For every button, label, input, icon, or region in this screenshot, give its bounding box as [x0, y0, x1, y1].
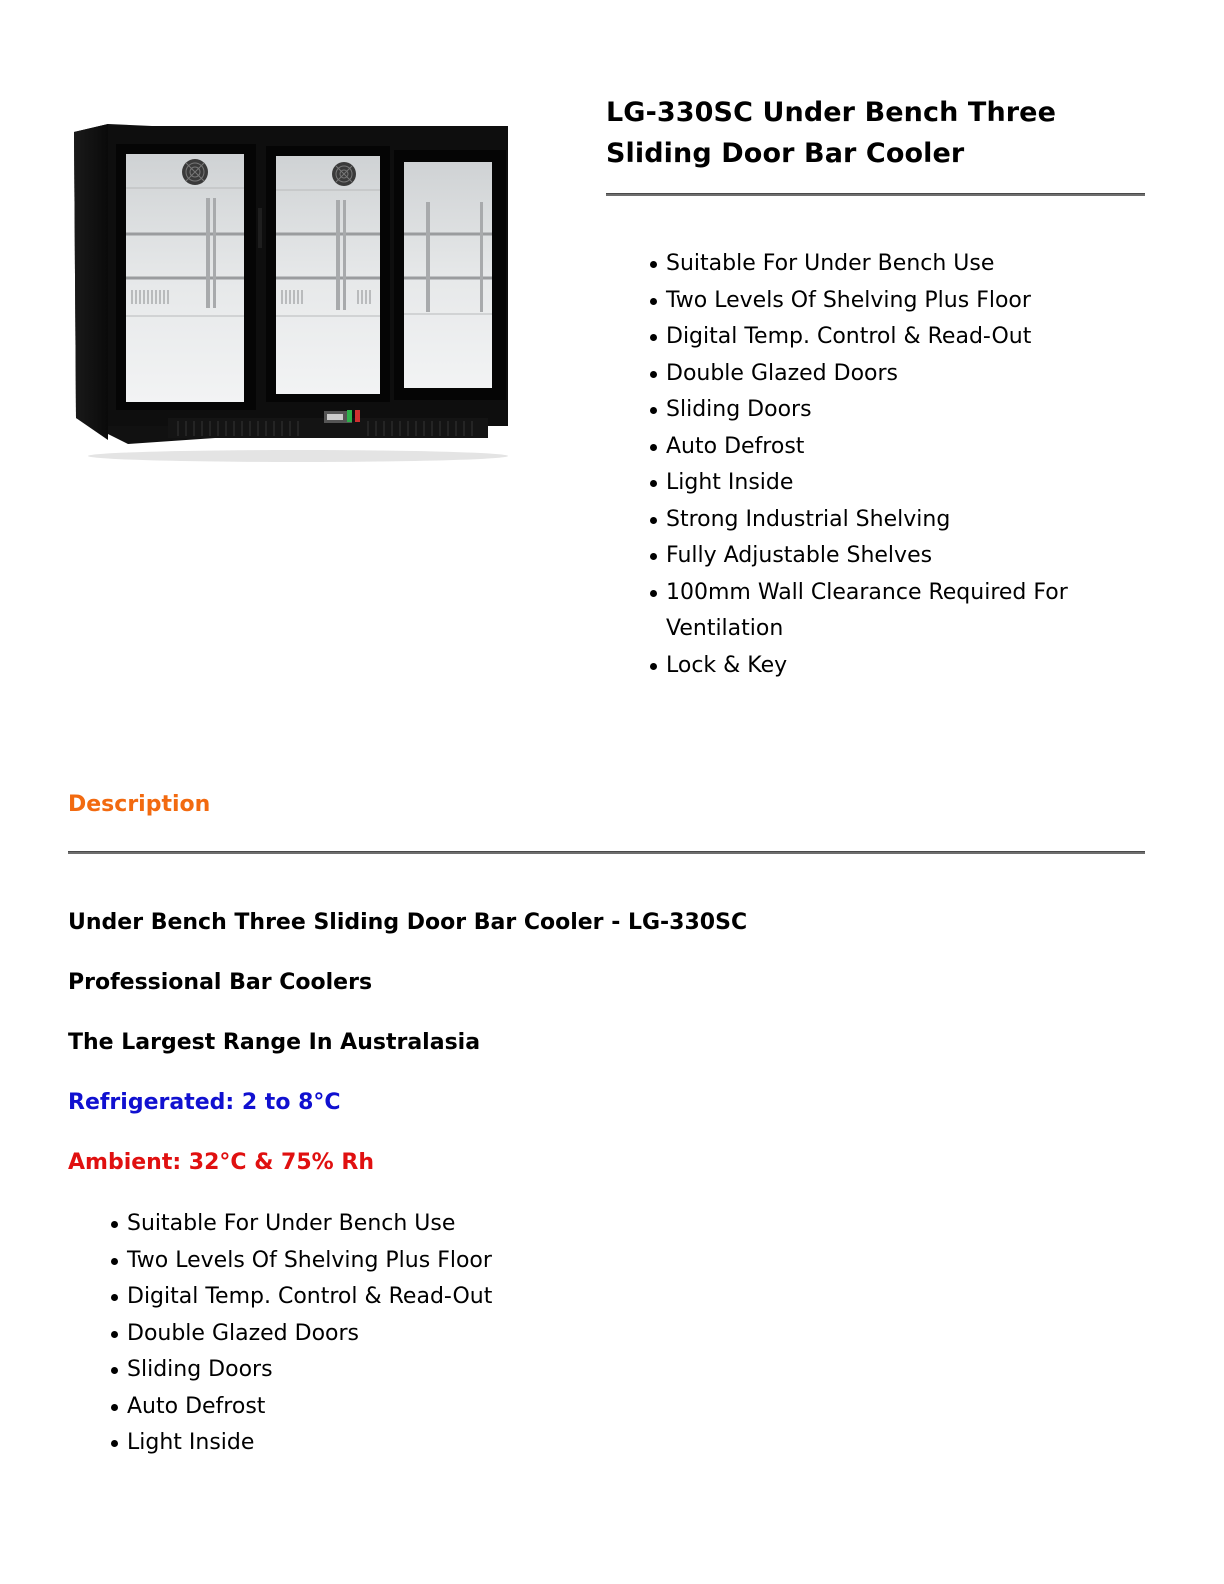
list-item: Digital Temp. Control & Read-Out	[666, 319, 1136, 356]
bar-cooler-icon	[68, 118, 516, 468]
list-item: Strong Industrial Shelving	[666, 502, 1136, 539]
list-item: Double Glazed Doors	[127, 1316, 727, 1353]
fan-icon	[182, 159, 208, 185]
description-divider	[68, 851, 1145, 854]
list-item: Two Levels Of Shelving Plus Floor	[666, 283, 1136, 320]
list-item: Two Levels Of Shelving Plus Floor	[127, 1243, 727, 1280]
product-features-list	[666, 246, 1136, 684]
list-item: Fully Adjustable Shelves	[666, 538, 1136, 575]
description-tagline: Professional Bar Coolers	[68, 970, 373, 995]
refrigerated-temperature: Refrigerated: 2 to 8°C	[68, 1090, 341, 1115]
power-switch	[347, 410, 352, 422]
product-title: LG-330SC Under Bench Three Sliding Door Bar Cooler	[606, 97, 1057, 169]
list-item: Auto Defrost	[127, 1389, 727, 1426]
list-item: Suitable For Under Bench Use	[127, 1206, 727, 1243]
list-item: Sliding Doors	[127, 1352, 727, 1389]
list-item: Light Inside	[127, 1425, 727, 1462]
door-handle	[258, 208, 262, 248]
list-item: 100mm Wall Clearance Required For Ventilation	[666, 575, 1136, 648]
description-features-list	[127, 1206, 727, 1462]
description-range-claim: The Largest Range In Australasia	[68, 1030, 481, 1055]
light-switch	[355, 410, 360, 422]
description-heading: Description	[68, 792, 211, 817]
title-divider	[606, 193, 1145, 196]
ambient-rating: Ambient: 32°C & 75% Rh	[68, 1150, 374, 1175]
fan-icon	[332, 162, 356, 186]
list-item: Sliding Doors	[666, 392, 1136, 429]
description-product-name: Under Bench Three Sliding Door Bar Cooler - LG-330SC	[68, 910, 748, 935]
list-item: Double Glazed Doors	[666, 356, 1136, 393]
list-item: Auto Defrost	[666, 429, 1136, 466]
list-item: Suitable For Under Bench Use	[666, 246, 1136, 283]
list-item: Digital Temp. Control & Read-Out	[127, 1279, 727, 1316]
title-block	[606, 92, 1146, 174]
product-image	[68, 118, 516, 468]
list-item: Lock & Key	[666, 648, 1136, 685]
list-item: Light Inside	[666, 465, 1136, 502]
